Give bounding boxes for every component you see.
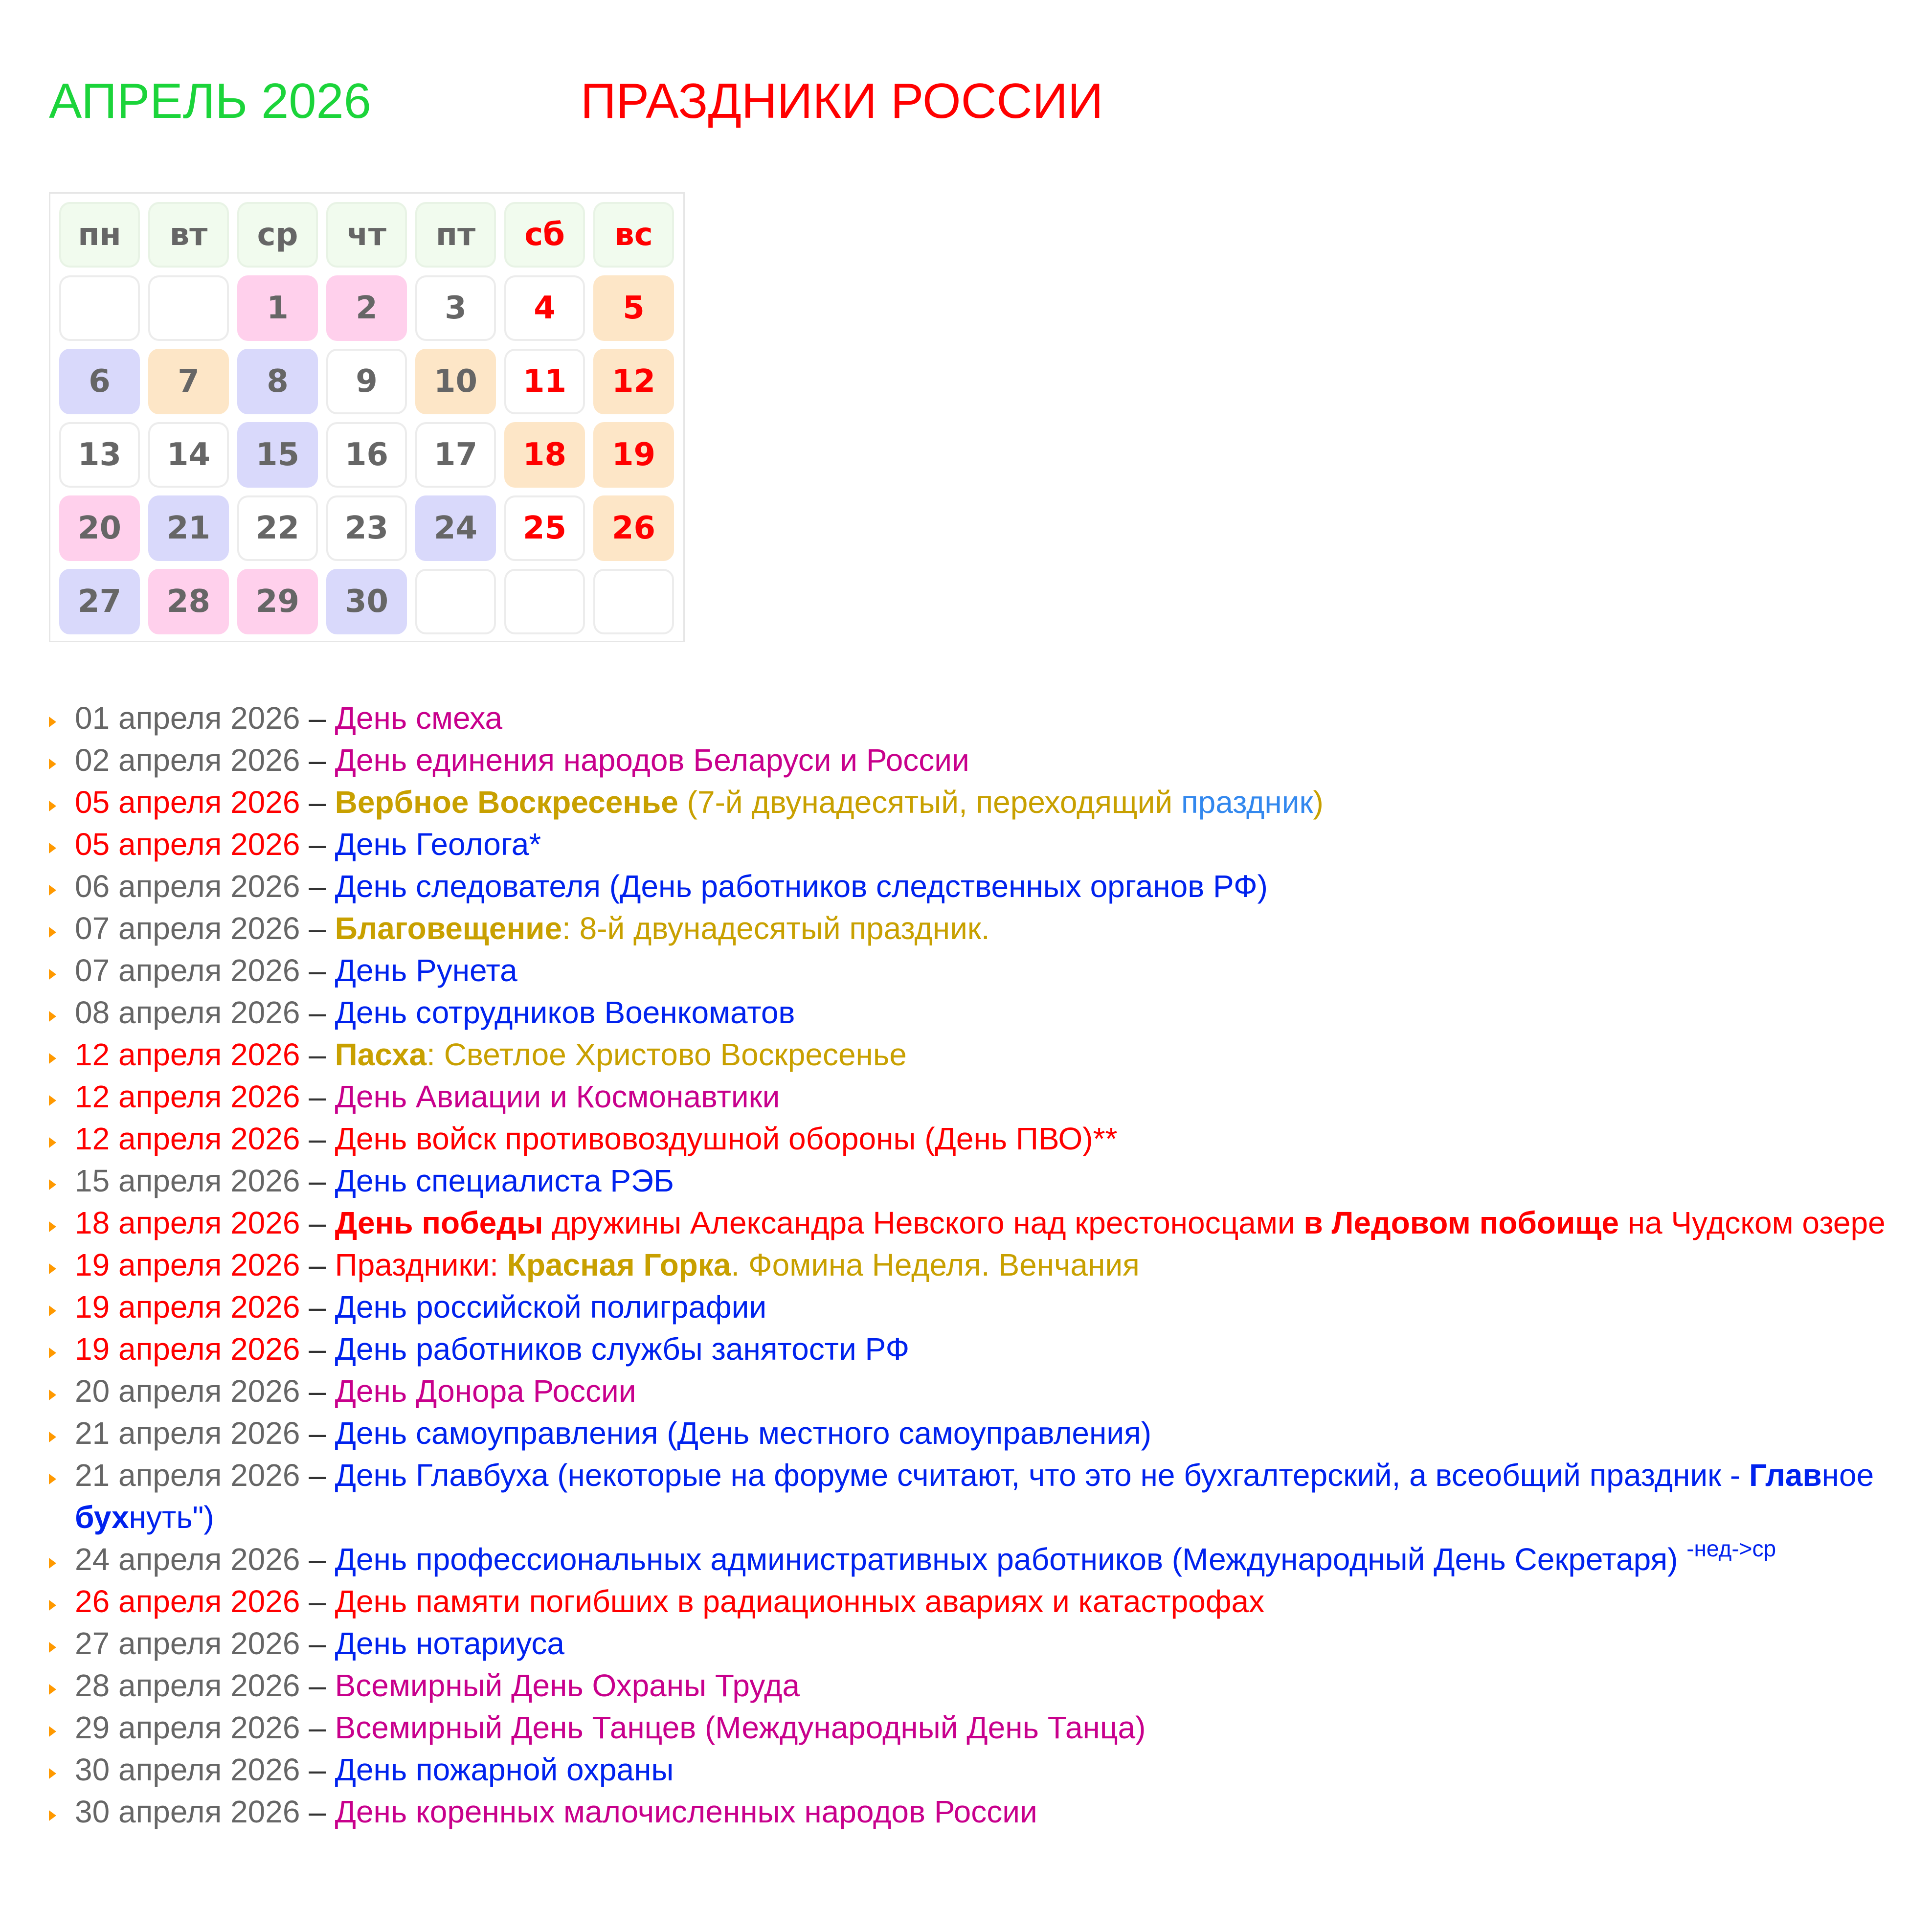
holiday-date: 06 апреля 2026 [75,869,300,904]
calendar-day[interactable]: 14 [148,422,229,488]
holiday-name: : 8-й двунадесятый праздник. [562,911,990,946]
bullet-arrow-icon [49,843,56,854]
calendar-empty-cell [593,569,674,634]
holiday-date: 05 апреля 2026 [75,827,300,862]
holiday-name: День специалиста РЭБ [335,1163,674,1198]
calendar-day[interactable]: 22 [237,495,318,561]
bullet-arrow-icon [49,1600,56,1611]
calendar-day[interactable]: 20 [59,495,140,561]
bullet-arrow-icon [49,1474,56,1484]
holiday-date: 18 апреля 2026 [75,1205,300,1240]
separator-dash: – [300,1121,335,1156]
calendar-day[interactable]: 3 [415,275,496,341]
separator-dash: – [300,911,335,946]
holiday-date: 02 апреля 2026 [75,742,300,778]
bullet-arrow-icon [49,1726,56,1737]
holiday-name: День смеха [335,700,503,736]
holiday-name: День Рунета [335,953,517,988]
holiday-item [49,1707,1898,1749]
holiday-item [49,1118,1898,1160]
holiday-item [49,865,1898,907]
calendar-day[interactable]: 1 [237,275,318,341]
holiday-name: нуть") [129,1500,214,1535]
bullet-arrow-icon [49,885,56,896]
calendar-empty-cell [504,569,585,634]
holiday-date: 07 апреля 2026 [75,953,300,988]
holiday-name: дружины Александра Невского над крестоносцами [543,1205,1304,1240]
holiday-name: (7-й двунадесятый, переходящий [678,785,1181,820]
holiday-date: 21 апреля 2026 [75,1458,300,1493]
holiday-item [49,1791,1898,1833]
bullet-arrow-icon [49,1137,56,1148]
holiday-name: День нотариуса [335,1626,564,1661]
bullet-arrow-icon [49,1011,56,1022]
holiday-date: 12 апреля 2026 [75,1121,300,1156]
calendar-empty-cell [415,569,496,634]
holiday-note: -нед->ср [1686,1536,1776,1561]
holiday-name: День Главбуха (некоторые на форуме считают, что это не бухгалтерский, а всеобщий праздник - [335,1458,1749,1493]
holiday-item [49,1580,1898,1622]
holiday-name: ное [1821,1458,1874,1493]
holiday-date: 01 апреля 2026 [75,700,300,736]
holiday-name: Пасха [335,1037,427,1072]
weekday-header: пт [415,202,496,268]
calendar-day[interactable]: 26 [593,495,674,561]
holiday-date: 12 апреля 2026 [75,1037,300,1072]
holiday-item [49,1160,1898,1202]
calendar-day[interactable]: 19 [593,422,674,488]
bullet-arrow-icon [49,1263,56,1274]
holiday-name: День Авиации и Космонавтики [335,1079,780,1114]
bullet-arrow-icon [49,1095,56,1106]
holiday-date: 27 апреля 2026 [75,1626,300,1661]
separator-dash: – [300,995,335,1030]
holiday-name: Глав [1749,1458,1822,1493]
bullet-arrow-icon [49,1305,56,1316]
calendar-day[interactable]: 27 [59,569,140,634]
holiday-name: в Ледовом побоище [1303,1205,1619,1240]
holiday-item [49,1033,1898,1076]
holiday-date: 30 апреля 2026 [75,1794,300,1829]
holiday-item [49,1328,1898,1370]
separator-dash: – [300,1037,335,1072]
calendar-day[interactable]: 7 [148,349,229,414]
holiday-name: День сотрудников Военкоматов [335,995,795,1030]
bullet-arrow-icon [49,1179,56,1190]
separator-dash: – [300,1626,335,1661]
calendar-day[interactable]: 23 [326,495,407,561]
holiday-date: 24 апреля 2026 [75,1542,300,1577]
calendar-day[interactable]: 21 [148,495,229,561]
bullet-arrow-icon [49,1221,56,1232]
calendar-empty-cell [148,275,229,341]
weekday-header: сб [504,202,585,268]
holiday-date: 28 апреля 2026 [75,1668,300,1703]
calendar-day[interactable]: 8 [237,349,318,414]
holiday-item [49,1244,1898,1286]
holiday-item [49,1749,1898,1791]
calendar-day[interactable]: 17 [415,422,496,488]
holiday-item [49,907,1898,949]
holiday-date: 19 апреля 2026 [75,1289,300,1325]
holiday-name: Всемирный День Танцев (Международный День Танца) [335,1710,1146,1745]
calendar-day[interactable]: 12 [593,349,674,414]
bullet-arrow-icon [49,1642,56,1653]
bullet-arrow-icon [49,801,56,811]
separator-dash: – [300,827,335,862]
holiday-item [49,1622,1898,1664]
holiday-date: 12 апреля 2026 [75,1079,300,1114]
holiday-name: Праздники: [335,1247,507,1282]
holiday-item [49,697,1898,739]
holiday-name[interactable]: праздник [1181,785,1313,820]
holiday-name: День пожарной охраны [335,1752,674,1787]
bullet-arrow-icon [49,1432,56,1442]
holiday-item [49,1538,1898,1580]
calendar-day[interactable]: 5 [593,275,674,341]
holiday-name: День единения народов Беларуси и России [335,742,969,778]
holiday-name: День коренных малочисленных народов России [335,1794,1037,1829]
holiday-item [49,1454,1898,1538]
bullet-arrow-icon [49,1810,56,1821]
separator-dash: – [300,869,335,904]
bullet-arrow-icon [49,927,56,938]
holiday-item [49,1202,1898,1244]
calendar-day[interactable]: 29 [237,569,318,634]
holiday-item [49,1370,1898,1412]
separator-dash: – [300,1668,335,1703]
calendar-day[interactable]: 9 [326,349,407,414]
calendar-grid [59,202,674,634]
separator-dash: – [300,1794,335,1829]
holiday-item [49,781,1898,823]
holiday-name: День работников службы занятости РФ [335,1331,910,1367]
separator-dash: – [300,1289,335,1325]
holiday-date: 19 апреля 2026 [75,1331,300,1367]
calendar-day[interactable]: 6 [59,349,140,414]
holiday-item [49,1286,1898,1328]
holiday-list [49,697,1898,1833]
calendar-day[interactable]: 25 [504,495,585,561]
weekday-header: вс [593,202,674,268]
separator-dash: – [300,700,335,736]
weekday-header: чт [326,202,407,268]
separator-dash: – [300,742,335,778]
separator-dash: – [300,1079,335,1114]
holiday-name: Вербное Воскресенье [335,785,678,820]
holiday-date: 30 апреля 2026 [75,1752,300,1787]
holiday-date: 15 апреля 2026 [75,1163,300,1198]
calendar-day[interactable]: 4 [504,275,585,341]
separator-dash: – [300,1247,335,1282]
holiday-date: 08 апреля 2026 [75,995,300,1030]
bullet-arrow-icon [49,717,56,727]
calendar-day[interactable]: 28 [148,569,229,634]
bullet-arrow-icon [49,969,56,980]
holiday-name: ) [1313,785,1324,820]
holiday-name: День памяти погибших в радиационных авариях и катастрофах [335,1584,1265,1619]
bullet-arrow-icon [49,1390,56,1400]
calendar-day[interactable]: 18 [504,422,585,488]
holiday-item [49,739,1898,781]
holiday-name: День Донора России [335,1373,636,1409]
holiday-date: 07 апреля 2026 [75,911,300,946]
separator-dash: – [300,1458,335,1493]
holiday-name: День Геолога* [335,827,541,862]
holiday-name: День самоуправления (День местного самоуправления) [335,1415,1152,1451]
calendar-day[interactable]: 2 [326,275,407,341]
holiday-date: 05 апреля 2026 [75,785,300,820]
calendar-day[interactable]: 16 [326,422,407,488]
holiday-date: 20 апреля 2026 [75,1373,300,1409]
holiday-item [49,1412,1898,1454]
holiday-item [49,1076,1898,1118]
holiday-name: на Чудском озере [1618,1205,1886,1240]
bullet-arrow-icon [49,1053,56,1064]
separator-dash: – [300,1542,335,1577]
holiday-date: 26 апреля 2026 [75,1584,300,1619]
month-title: АПРЕЛЬ 2026 [49,74,371,129]
separator-dash: – [300,1752,335,1787]
calendar-day[interactable]: 11 [504,349,585,414]
bullet-arrow-icon [49,1684,56,1695]
bullet-arrow-icon [49,759,56,769]
separator-dash: – [300,1163,335,1198]
holiday-name: бух [75,1500,129,1535]
holiday-date: 29 апреля 2026 [75,1710,300,1745]
holiday-item [49,823,1898,865]
calendar-empty-cell [59,275,140,341]
separator-dash: – [300,1331,335,1367]
separator-dash: – [300,1373,335,1409]
separator-dash: – [300,1205,335,1240]
bullet-arrow-icon [49,1558,56,1569]
weekday-header: пн [59,202,140,268]
separator-dash: – [300,1584,335,1619]
separator-dash: – [300,953,335,988]
holiday-name: Всемирный День Охраны Труда [335,1668,800,1703]
holiday-name: . Фомина Неделя. Венчания [731,1247,1140,1282]
holiday-name: : Светлое Христово Воскресенье [427,1037,907,1072]
calendar-day[interactable]: 13 [59,422,140,488]
separator-dash: – [300,785,335,820]
holiday-date: 21 апреля 2026 [75,1415,300,1451]
holiday-name: День профессиональных административных работников (Международный День Секретаря) [335,1542,1687,1577]
calendar-day[interactable]: 24 [415,495,496,561]
holiday-name: Благовещение [335,911,562,946]
holiday-name: День российской полиграфии [335,1289,767,1325]
holiday-name: День победы [335,1205,543,1240]
month-calendar [49,192,685,642]
holiday-name: День войск противовоздушной обороны (День ПВО)** [335,1121,1118,1156]
bullet-arrow-icon [49,1348,56,1358]
bullet-arrow-icon [49,1768,56,1779]
holiday-name: Красная Горка [507,1247,731,1282]
weekday-header: вт [148,202,229,268]
holiday-item [49,1664,1898,1707]
holiday-item [49,991,1898,1033]
separator-dash: – [300,1415,335,1451]
calendar-day[interactable]: 10 [415,349,496,414]
holiday-date: 19 апреля 2026 [75,1247,300,1282]
site-title: ПРАЗДНИКИ РОССИИ [581,74,1103,129]
calendar-day[interactable]: 30 [326,569,407,634]
holiday-name: День следователя (День работников следственных органов РФ) [335,869,1268,904]
calendar-day[interactable]: 15 [237,422,318,488]
weekday-header: ср [237,202,318,268]
holiday-item [49,949,1898,991]
separator-dash: – [300,1710,335,1745]
